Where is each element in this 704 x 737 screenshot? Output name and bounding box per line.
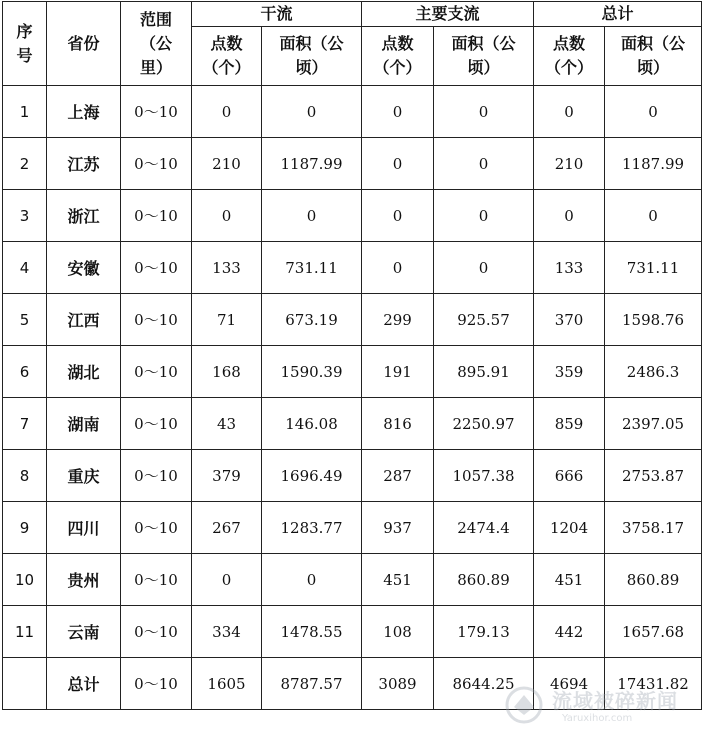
cell-province: 四川 (47, 502, 121, 554)
cell-total-points: 133 (534, 242, 605, 294)
cell-range: 0～10 (121, 658, 192, 710)
table-row (3, 294, 702, 346)
cell-tributary-points: 451 (362, 554, 434, 606)
cell-index: 2 (3, 138, 47, 190)
cell-total-area: 2753.87 (605, 450, 702, 502)
cell-tributary-points: 299 (362, 294, 434, 346)
cell-province: 安徽 (47, 242, 121, 294)
cell-tributary-points: 0 (362, 190, 434, 242)
header-mainstream: 干流 (192, 2, 362, 27)
cell-total-points: 451 (534, 554, 605, 606)
cell-province: 上海 (47, 86, 121, 138)
cell-tributary-points: 937 (362, 502, 434, 554)
cell-tributary-area: 0 (434, 138, 534, 190)
cell-tributary-points: 287 (362, 450, 434, 502)
cell-total-area: 3758.17 (605, 502, 702, 554)
cell-range: 0～10 (121, 86, 192, 138)
header-total: 总计 (534, 2, 702, 27)
cell-total-points: 442 (534, 606, 605, 658)
header-mainstream-points: 点数（个） (192, 27, 262, 86)
cell-total-points: 4694 (534, 658, 605, 710)
cell-tributary-area: 860.89 (434, 554, 534, 606)
cell-range: 0～10 (121, 606, 192, 658)
cell-province: 总计 (47, 658, 121, 710)
cell-tributary-points: 0 (362, 138, 434, 190)
cell-mainstream-points: 133 (192, 242, 262, 294)
cell-index: 3 (3, 190, 47, 242)
cell-tributary-points: 816 (362, 398, 434, 450)
cell-total-points: 359 (534, 346, 605, 398)
cell-tributary-area: 0 (434, 242, 534, 294)
cell-range: 0～10 (121, 190, 192, 242)
cell-range: 0～10 (121, 138, 192, 190)
cell-province: 江苏 (47, 138, 121, 190)
cell-mainstream-area: 0 (262, 190, 362, 242)
cell-tributary-area: 895.91 (434, 346, 534, 398)
cell-mainstream-points: 267 (192, 502, 262, 554)
header-tributary-area: 面积（公顷） (434, 27, 534, 86)
header-total-area: 面积（公顷） (605, 27, 702, 86)
cell-province: 贵州 (47, 554, 121, 606)
watermark-url: Yaruxihor.com (562, 713, 633, 724)
cell-index: 6 (3, 346, 47, 398)
table-row (3, 606, 702, 658)
header-province: 省份 (47, 2, 121, 86)
cell-tributary-points: 191 (362, 346, 434, 398)
cell-range: 0～10 (121, 294, 192, 346)
table-row (3, 138, 702, 190)
table-row (3, 346, 702, 398)
cell-province: 云南 (47, 606, 121, 658)
cell-total-points: 1204 (534, 502, 605, 554)
cell-mainstream-area: 8787.57 (262, 658, 362, 710)
cell-tributary-area: 2250.97 (434, 398, 534, 450)
cell-mainstream-area: 0 (262, 554, 362, 606)
cell-mainstream-area: 1283.77 (262, 502, 362, 554)
cell-mainstream-area: 673.19 (262, 294, 362, 346)
cell-mainstream-area: 1478.55 (262, 606, 362, 658)
cell-index: 1 (3, 86, 47, 138)
cell-range: 0～10 (121, 554, 192, 606)
cell-mainstream-points: 0 (192, 554, 262, 606)
table-row (3, 502, 702, 554)
cell-province: 重庆 (47, 450, 121, 502)
cell-mainstream-points: 1605 (192, 658, 262, 710)
cell-total-area: 1598.76 (605, 294, 702, 346)
cell-range: 0～10 (121, 450, 192, 502)
cell-index: 4 (3, 242, 47, 294)
cell-total-points: 0 (534, 190, 605, 242)
table-row (3, 554, 702, 606)
cell-range: 0～10 (121, 346, 192, 398)
cell-mainstream-area: 0 (262, 86, 362, 138)
cell-tributary-area: 2474.4 (434, 502, 534, 554)
cell-tributary-area: 1057.38 (434, 450, 534, 502)
data-table (2, 1, 702, 710)
cell-index (3, 658, 47, 710)
cell-total-area: 2397.05 (605, 398, 702, 450)
cell-mainstream-points: 379 (192, 450, 262, 502)
cell-tributary-points: 3089 (362, 658, 434, 710)
header-range: 范围（公里） (121, 2, 192, 86)
table-row (3, 450, 702, 502)
table-header (3, 2, 702, 86)
cell-index: 7 (3, 398, 47, 450)
header-mainstream-area: 面积（公顷） (262, 27, 362, 86)
cell-mainstream-area: 731.11 (262, 242, 362, 294)
cell-province: 浙江 (47, 190, 121, 242)
cell-mainstream-points: 168 (192, 346, 262, 398)
cell-index: 10 (3, 554, 47, 606)
cell-range: 0～10 (121, 242, 192, 294)
table-row-total (3, 658, 702, 710)
cell-index: 11 (3, 606, 47, 658)
cell-tributary-area: 0 (434, 190, 534, 242)
table-row (3, 398, 702, 450)
cell-tributary-area: 0 (434, 86, 534, 138)
cell-total-area: 17431.82 (605, 658, 702, 710)
cell-mainstream-points: 0 (192, 86, 262, 138)
header-index: 序号 (3, 2, 47, 86)
cell-province: 湖南 (47, 398, 121, 450)
cell-mainstream-area: 1590.39 (262, 346, 362, 398)
cell-range: 0～10 (121, 398, 192, 450)
cell-total-points: 0 (534, 86, 605, 138)
table-row (3, 190, 702, 242)
header-tributary: 主要支流 (362, 2, 534, 27)
cell-total-area: 1187.99 (605, 138, 702, 190)
cell-tributary-area: 8644.25 (434, 658, 534, 710)
header-total-points: 点数（个） (534, 27, 605, 86)
cell-total-area: 731.11 (605, 242, 702, 294)
cell-mainstream-points: 43 (192, 398, 262, 450)
cell-total-area: 1657.68 (605, 606, 702, 658)
cell-tributary-area: 925.57 (434, 294, 534, 346)
cell-total-points: 370 (534, 294, 605, 346)
cell-mainstream-points: 210 (192, 138, 262, 190)
cell-total-points: 210 (534, 138, 605, 190)
cell-province: 江西 (47, 294, 121, 346)
table-row (3, 242, 702, 294)
cell-mainstream-area: 1187.99 (262, 138, 362, 190)
cell-total-area: 860.89 (605, 554, 702, 606)
table-row (3, 86, 702, 138)
cell-index: 5 (3, 294, 47, 346)
cell-tributary-points: 0 (362, 242, 434, 294)
header-tributary-points: 点数（个） (362, 27, 434, 86)
cell-mainstream-points: 0 (192, 190, 262, 242)
cell-mainstream-area: 146.08 (262, 398, 362, 450)
cell-index: 9 (3, 502, 47, 554)
cell-range: 0～10 (121, 502, 192, 554)
cell-mainstream-area: 1696.49 (262, 450, 362, 502)
cell-total-area: 0 (605, 86, 702, 138)
cell-mainstream-points: 334 (192, 606, 262, 658)
cell-total-area: 2486.3 (605, 346, 702, 398)
watermark-text: 流域被碎新闻 (552, 689, 678, 713)
cell-tributary-points: 108 (362, 606, 434, 658)
cell-total-area: 0 (605, 190, 702, 242)
cell-tributary-area: 179.13 (434, 606, 534, 658)
cell-tributary-points: 0 (362, 86, 434, 138)
cell-total-points: 859 (534, 398, 605, 450)
cell-mainstream-points: 71 (192, 294, 262, 346)
cell-index: 8 (3, 450, 47, 502)
table-body (3, 86, 702, 710)
cell-total-points: 666 (534, 450, 605, 502)
cell-province: 湖北 (47, 346, 121, 398)
header-row-group (3, 2, 702, 27)
